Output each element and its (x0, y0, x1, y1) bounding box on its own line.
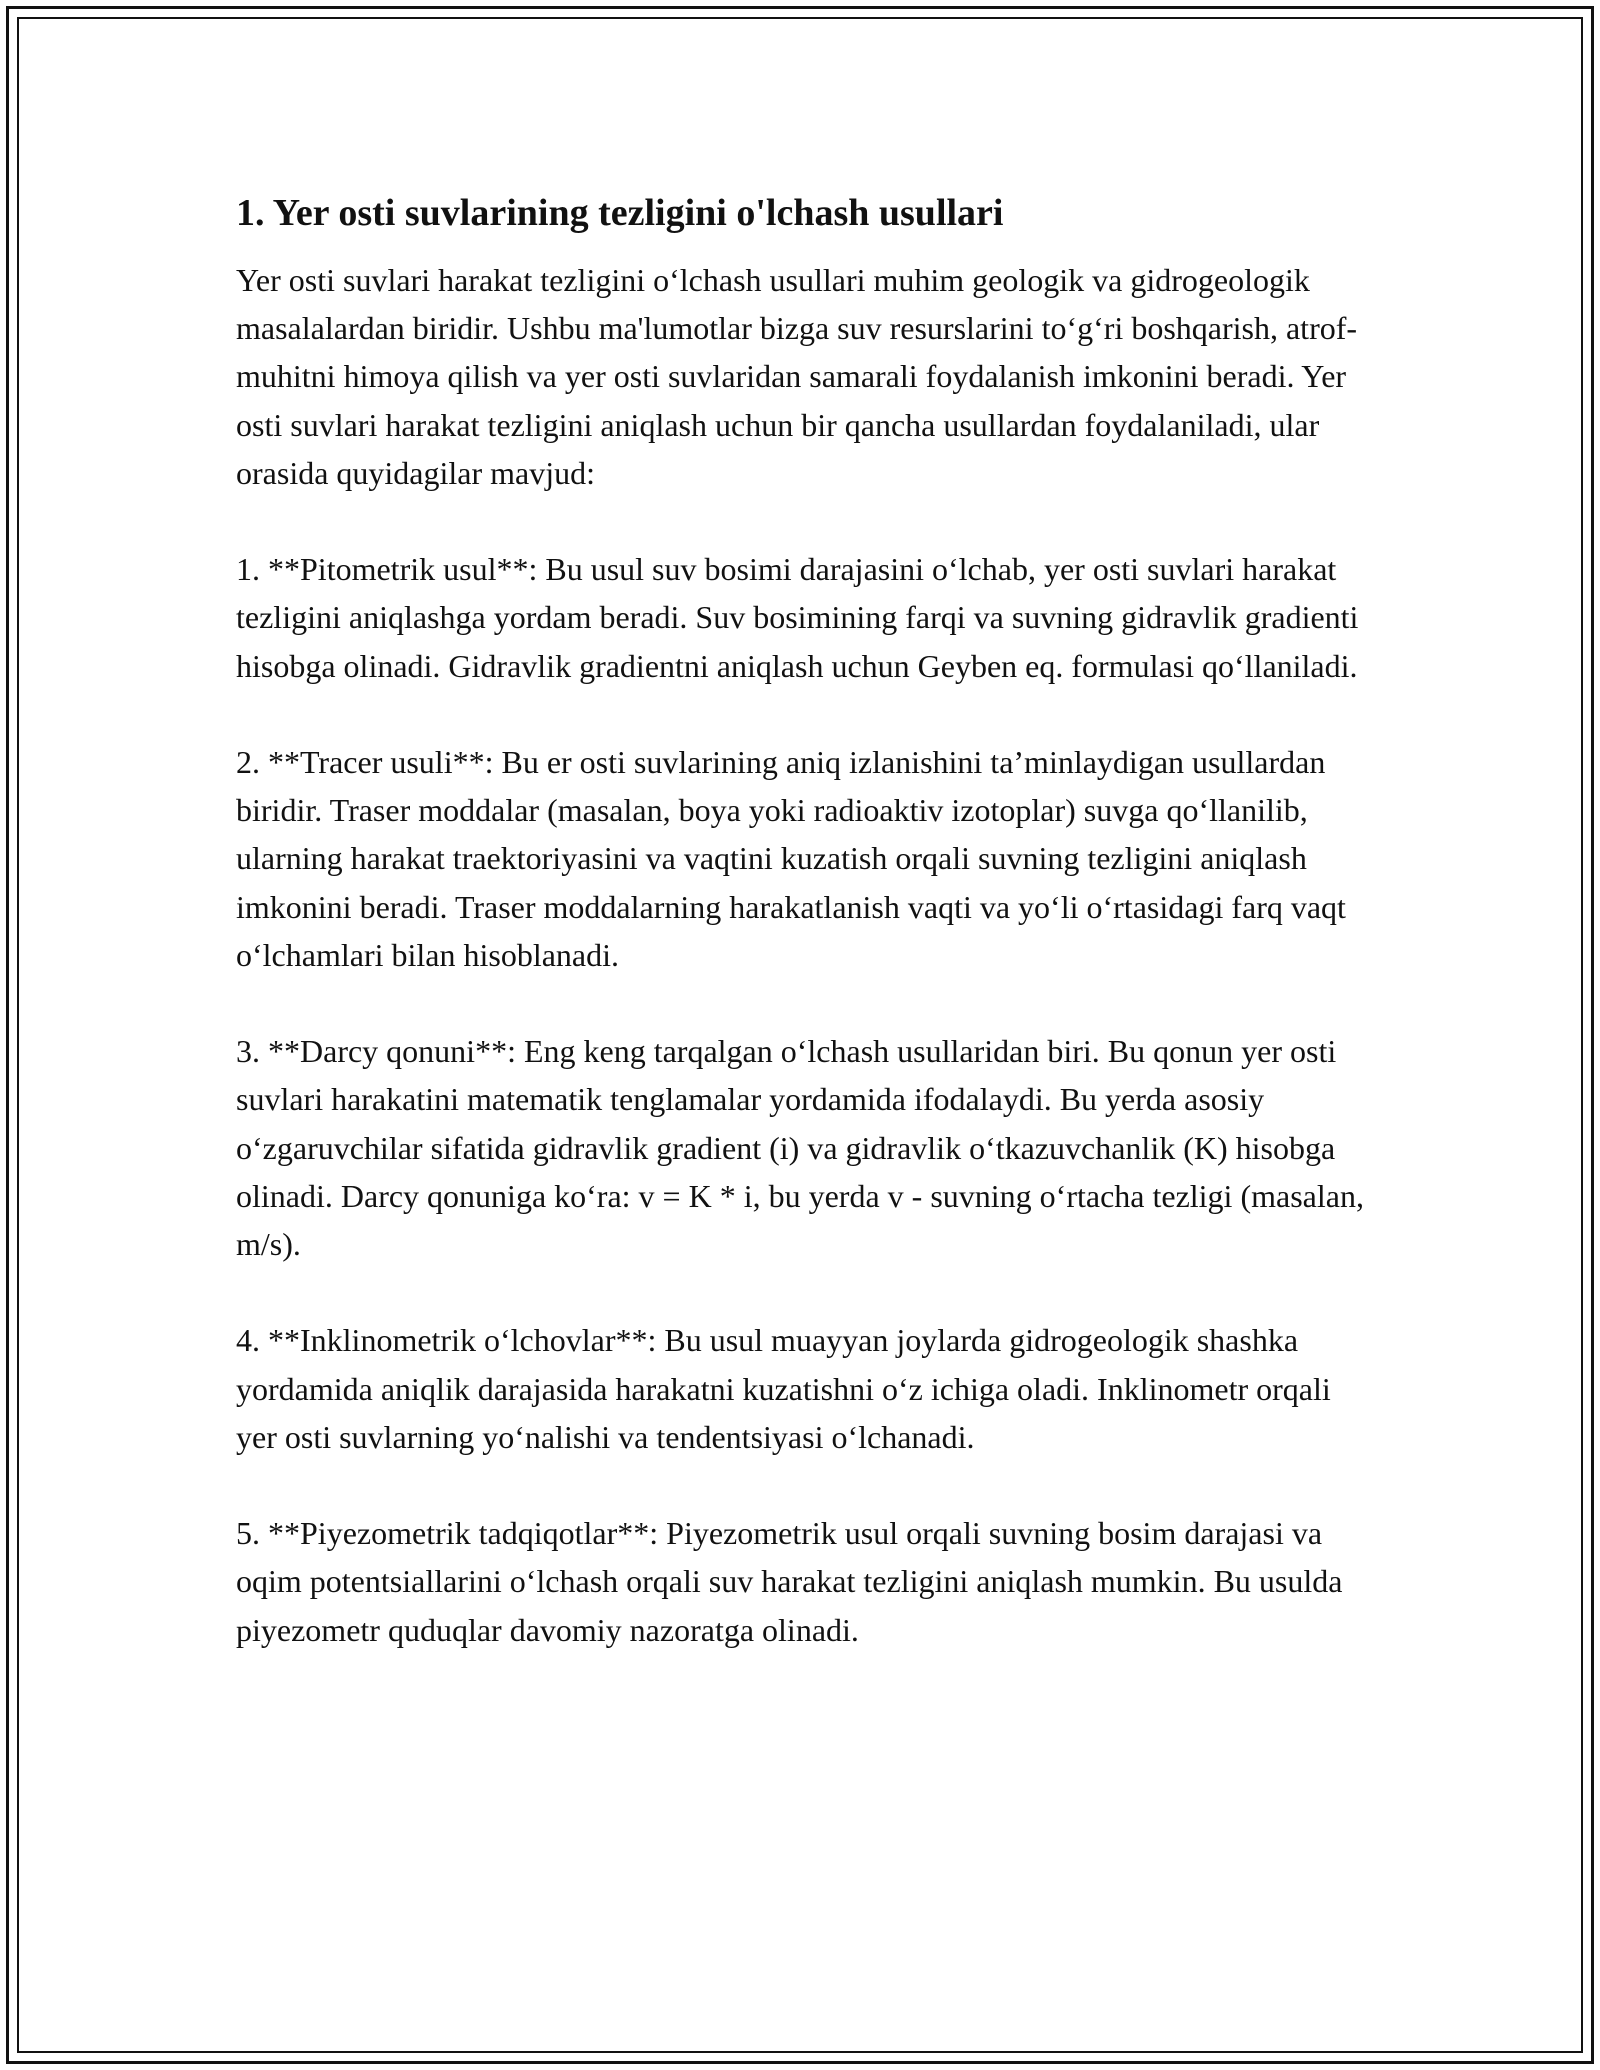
document-title: 1. Yer osti suvlarining tezligini o'lchash usullari (236, 192, 1004, 234)
method-inklinometrik-paragraph: 4. **Inklinometrik o‘lchovlar**: Bu usul muayyan joylarda gidrogeologik shashka yordamida aniqlik darajasida harakatni kuzatishni o‘z ichiga oladi. Inklinometr orqali yer osti suvlarning yo‘nalishi va tendentsiyasi o‘lchanadi. (236, 1322, 1331, 1455)
method-darcy-paragraph: 3. **Darcy qonuni**: Eng keng tarqalgan o‘lchash usullaridan biri. Bu qonun yer osti suvlari harakatini matematik tenglamalar yordamida ifodalaydi. Bu yerda asosiy o‘zgaruvchilar sifatida gidravlik gradient (i) va gidravlik o‘tkazuvchanlik (K) hisobga olinadi. Darcy qonuniga ko‘ra: v = K * i, bu yerda v - suvning o‘rtacha tezligi (masalan, m/s). (236, 1033, 1364, 1263)
method-piyezometrik-paragraph: 5. **Piyezometrik tadqiqotlar**: Piyezometrik usul orqali suvning bosim darajasi va oqim potentsiallarini o‘lchash orqali suv harakat tezligini aniqlash mumkin. Bu usulda piyezometr quduqlar davomiy nazoratga olinadi. (236, 1515, 1343, 1648)
intro-paragraph: Yer osti suvlari harakat tezligini o‘lchash usullari muhim geologik va gidrogeologik masalalardan biridir. Ushbu ma'lumotlar bizga suv resurslarini to‘g‘ri boshqarish, atrof-muhitni himoya qilish va yer osti suvlaridan samarali foydalanish imkonini beradi. Yer osti suvlari harakat tezligini aniqlash uchun bir qancha usullardan foydalaniladi, ular orasida quyidagilar mavjud: (236, 262, 1358, 491)
method-tracer-paragraph: 2. **Tracer usuli**: Bu er osti suvlarining aniq izlanishini ta’minlaydigan usullardan biridir. Traser moddalar (masalan, boya yoki radioaktiv izotoplar) suvga qo‘llanilib, ularning harakat traektoriyasini va vaqtini kuzatish orqali suvning tezligini aniqlash imkonini beradi. Traser moddalarning harakatlanish vaqti va yo‘li o‘rtasidagi farq vaqt o‘lchamlari bilan hisoblanadi. (236, 744, 1346, 973)
document-body (236, 180, 1366, 1702)
method-pitometrik-paragraph: 1. **Pitometrik usul**: Bu usul suv bosimi darajasini o‘lchab, yer osti suvlari harakat tezligini aniqlashga yordam beradi. Suv bosimining farqi va suvning gidravlik gradienti hisobga olinadi. Gidravlik gradientni aniqlash uchun Geyben eq. formulasi qo‘llaniladi. (236, 551, 1359, 684)
